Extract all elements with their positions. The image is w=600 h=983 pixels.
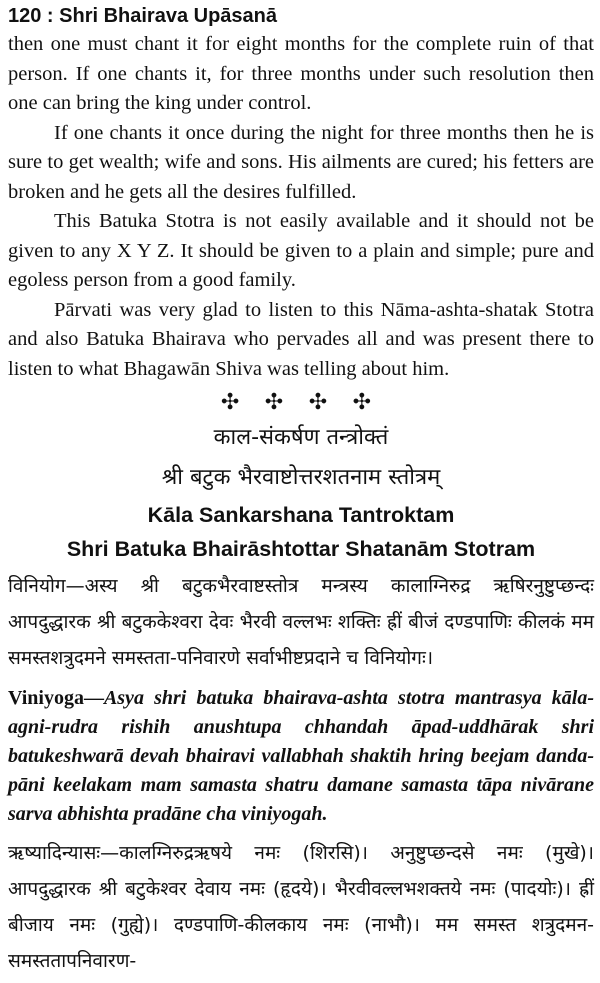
running-header: 120 : Shri Bhairava Upāsanā: [8, 5, 278, 27]
paragraph-2: If one chants it once during the night for three months then he is sure to get wealth; wife and sons. His ailments are cured; his fetters are broken and he gets all the desires fulfilled.: [8, 121, 594, 203]
paragraph-4: Pārvati was very glad to listen to this Nāma-ashta-shatak Stotra and also Batuka Bhairava who pervades all and was present there to listen to what Bhagawān Shiva was telling about him.: [8, 298, 594, 380]
title-roman-1: Kāla Sankarshana Tantroktam: [147, 503, 455, 527]
viniyoga-text: Asya shri batuka bhairava-ashta stotra mantrasya kāla-agni-rudra rishih anushtupa chhandah āpad-uddhārak shri batukeshwarā devah bhairavi vallabhah shaktih hring beejam danda-pāni keelakam mam samasta shatru damane samasta tāpa nivārane sarva abhishta pradāne cha viniyogah.: [8, 687, 594, 825]
title-devanagari-1: काल-संकर्षण तन्त्रोक्तं: [213, 425, 389, 450]
viniyoga-lead: Viniyoga—: [8, 687, 104, 709]
paragraph-1: then one must chant it for eight months for the complete ruin of that person. If one chants it, for three months under such resolution then one can bring the king under control.: [8, 33, 594, 114]
viniyoga-devanagari: विनियोग—अस्य श्री बटुकभैरवाष्टस्तोत्र मन्त्रस्य कालाग्निरुद्र ऋषिरनुष्टुप्छन्दः आपदुद्धारक श्री बटुककेश्वरा देवः भैरवी वल्लभः शक्तिः ह्रीं बीजं दण्डपाणिः कीलकं मम समस्तशत्रुदमने समस्तता-पनिवारणे सर्वाभीष्टप्रदाने च विनियोगः।: [8, 575, 594, 669]
title-devanagari-2: श्री बटुक भैरवाष्टोत्तरशतनाम स्तोत्रम्: [161, 465, 441, 490]
paragraph-3: This Batuka Stotra is not easily available and it should not be given to any X Y Z. It should be given to a plain and simple; pure and egoless person from a good family.: [8, 210, 594, 291]
nyasa-devanagari: ऋष्यादिन्यासः—कालग्निरुद्रऋषये नमः (शिरसि)। अनुष्टुप्छन्दसे नमः (मुखे)। आपदुद्धारक श्री बटुकेश्वर देवाय नमः (हृदये)। भैरवीवल्लभशक्तये नमः (पादयोः)। ह्रीं बीजाय नमः (गुह्ये)। दण्डपाणि-कीलकाय नमः (नाभौ)। मम समस्त शत्रुदमन-समस्ततापनिवारण-: [8, 842, 594, 972]
viniyoga-transliteration: [8, 684, 594, 829]
section-ornament: ✣ ✣ ✣ ✣: [220, 389, 382, 414]
title-roman-2: Shri Batuka Bhairāshtottar Shatanām Stotram: [66, 537, 536, 561]
